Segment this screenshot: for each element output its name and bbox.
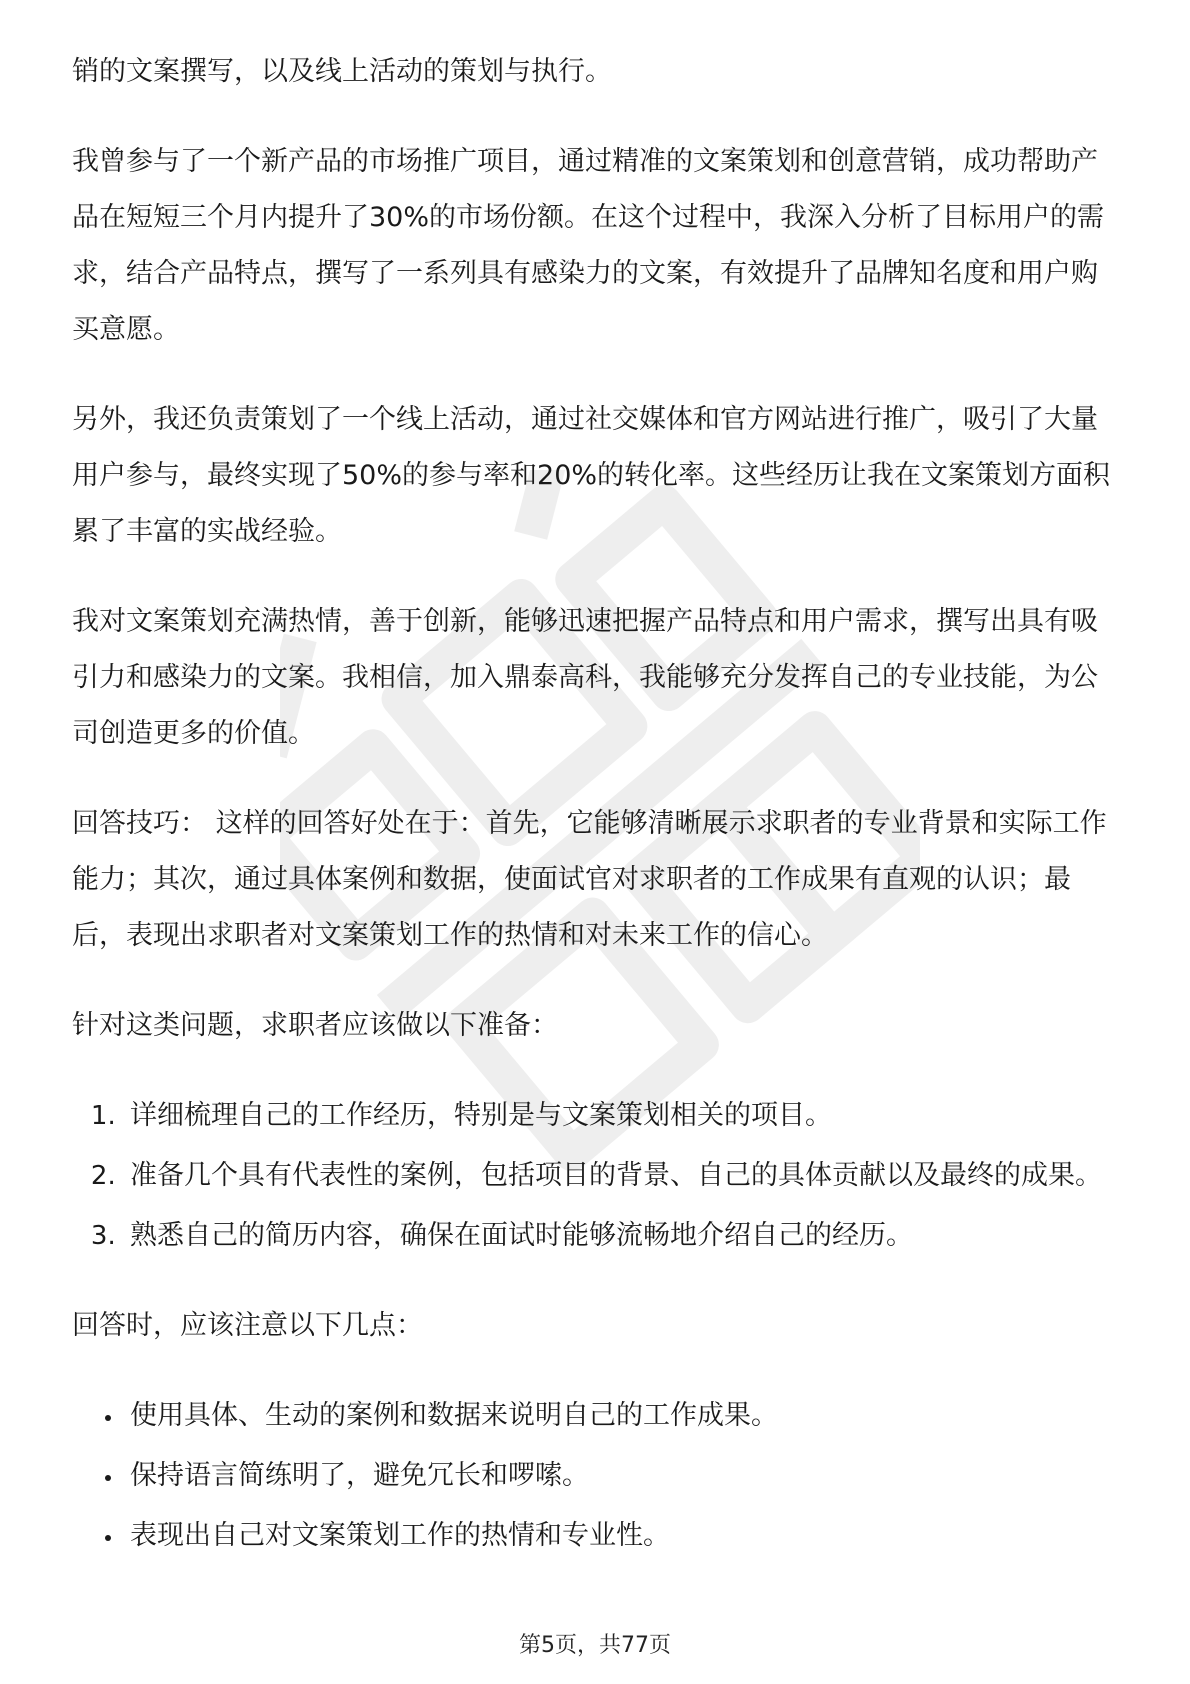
paragraph-online-activity: 另外，我还负责策划了一个线上活动，通过社交媒体和官方网站进行推广，吸引了大量用户参与，最终实现了50%的参与率和20%的转化率。这些经历让我在文案策划方面积累了丰富的实战经验。 xyxy=(72,404,1111,547)
list-item: 3. 熟悉自己的简历内容，确保在面试时能够流畅地介绍自己的经历。 xyxy=(124,1208,1120,1264)
document-body xyxy=(72,44,1120,1598)
list-item: 1. 详细梳理自己的工作经历，特别是与文案策划相关的项目。 xyxy=(124,1088,1120,1144)
paragraph-notes-intro: 回答时，应该注意以下几点： xyxy=(72,1310,423,1341)
page-number-footer: 第5页，共77页 xyxy=(519,1633,671,1658)
list-item: • 保持语言简练明了，避免冗长和啰嗦。 xyxy=(124,1448,1120,1504)
paragraph-preparation-intro: 针对这类问题，求职者应该做以下准备： xyxy=(72,1010,558,1041)
notes-list xyxy=(72,1388,1120,1564)
paragraph-intro-continuation: 销的文案撰写，以及线上活动的策划与执行。 xyxy=(72,56,612,87)
paragraph-answer-tips: 回答技巧： 这样的回答好处在于：首先，它能够清晰展示求职者的专业背景和实际工作能力；其次，通过具体案例和数据，使面试官对求职者的工作成果有直观的认识；最后，表现出求职者对文案策划工作的热情和对未来工作的信心。 xyxy=(72,808,1107,951)
preparation-list xyxy=(72,1088,1120,1264)
list-item: • 使用具体、生动的案例和数据来说明自己的工作成果。 xyxy=(124,1388,1120,1444)
list-item: • 表现出自己对文案策划工作的热情和专业性。 xyxy=(124,1508,1120,1564)
list-item: 2. 准备几个具有代表性的案例，包括项目的背景、自己的具体贡献以及最终的成果。 xyxy=(124,1148,1120,1204)
paragraph-passion: 我对文案策划充满热情，善于创新，能够迅速把握产品特点和用户需求，撰写出具有吸引力和感染力的文案。我相信，加入鼎泰高科，我能够充分发挥自己的专业技能，为公司创造更多的价值。 xyxy=(72,606,1098,749)
paragraph-product-promotion: 我曾参与了一个新产品的市场推广项目，通过精准的文案策划和创意营销，成功帮助产品在短短三个月内提升了30%的市场份额。在这个过程中，我深入分析了目标用户的需求，结合产品特点，撰写了一系列具有感染力的文案，有效提升了品牌知名度和用户购买意愿。 xyxy=(72,146,1105,345)
